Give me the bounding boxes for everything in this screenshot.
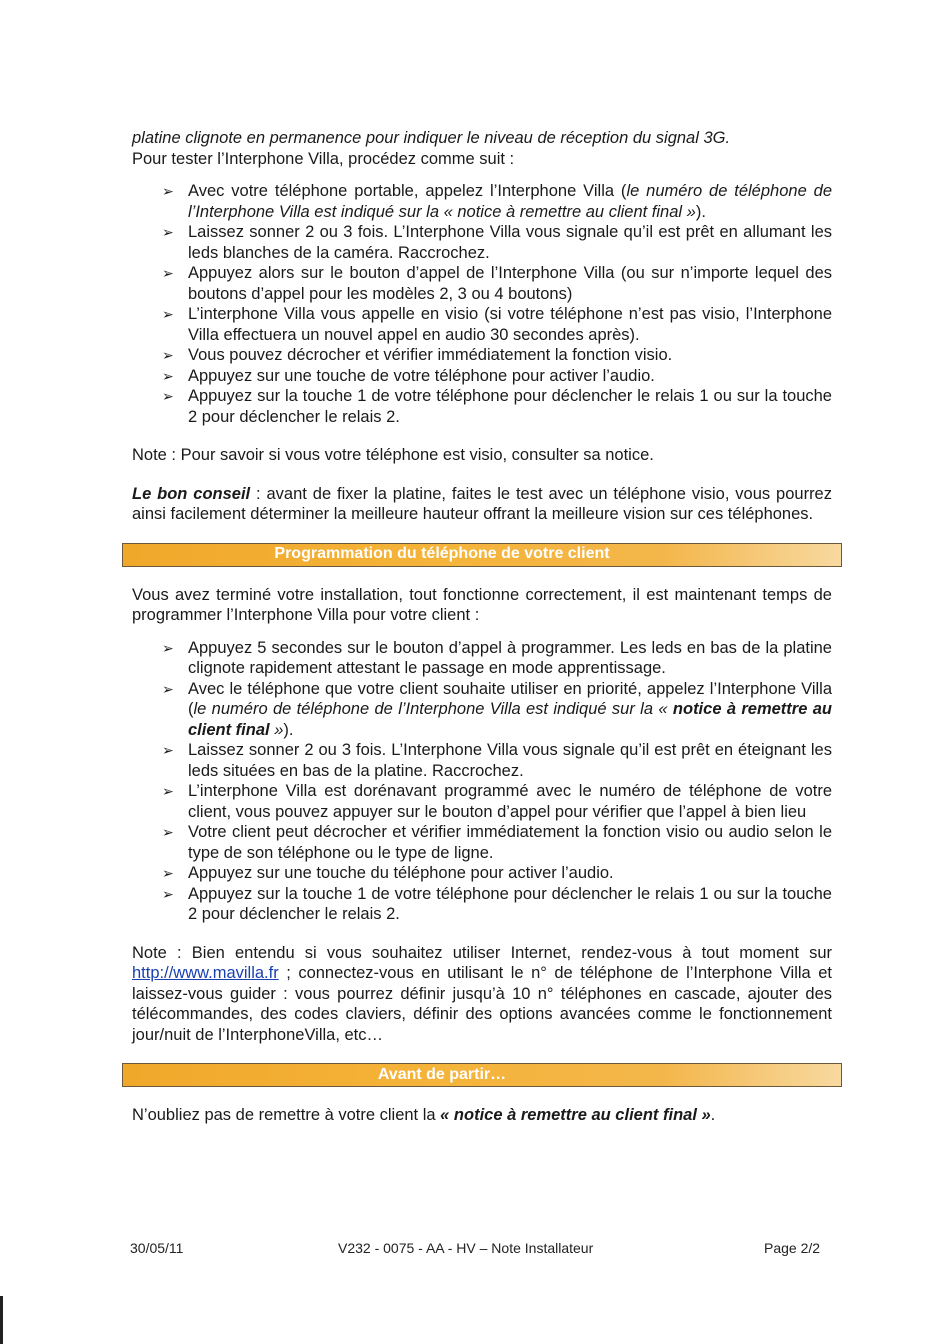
test-steps-list — [132, 181, 832, 427]
arrow-bullet-icon: ➢ — [162, 742, 174, 758]
list-item: ➢ Appuyez alors sur le bouton d’appel de l’Interphone Villa (ou sur n’importe lequel des boutons d’appel pour les modèles 2, 3 ou 4 boutons) — [162, 264, 832, 303]
programming-steps-list — [132, 638, 832, 925]
arrow-bullet-icon: ➢ — [162, 639, 174, 656]
page-content — [132, 128, 832, 1126]
list-item: ➢ Laissez sonner 2 ou 3 fois. L’Interphone Villa vous signale qu’il est prêt en éteignant les leds situées en bas de la platine. Raccrochez. — [162, 741, 832, 780]
arrow-bullet-icon: ➢ — [162, 783, 174, 799]
arrow-bullet-icon: ➢ — [162, 224, 174, 240]
arrow-bullet-icon: ➢ — [162, 680, 174, 697]
section-banner-title: Avant de partir… — [377, 1065, 507, 1083]
arrow-bullet-icon: ➢ — [162, 885, 174, 902]
arrow-bullet-icon: ➢ — [162, 388, 174, 404]
footer-page-number: Page 2/2 — [764, 1240, 821, 1256]
advice-text: : avant de fixer la platine, faites le test avec un téléphone visio, vous pourrez ainsi facilement déterminer la meilleure hauteur offrant la meilleure vision sur ces téléphones. — [132, 484, 832, 523]
intro-paragraph — [132, 128, 832, 169]
arrow-bullet-icon: ➢ — [162, 865, 174, 881]
list-item: ➢ Avec votre téléphone portable, appelez l’Interphone Villa (le numéro de téléphone de l’Interphone Villa est indiqué sur la « notice à remettre au client final »). — [162, 182, 832, 221]
scan-edge-mark — [0, 1296, 3, 1344]
arrow-bullet-icon: ➢ — [162, 183, 174, 199]
footer-reference: V232 - 0075 - AA - HV – Note Installateur — [338, 1240, 594, 1256]
final-reminder: N’oubliez pas de remettre à votre client la « notice à remettre au client final ». — [132, 1106, 716, 1124]
section-banner-before-leaving — [122, 1063, 842, 1087]
list-item: ➢ Appuyez sur une touche de votre téléphone pour activer l’audio. — [162, 366, 655, 385]
list-item: ➢ Vous pouvez décrocher et vérifier immédiatement la fonction visio. — [162, 346, 673, 364]
arrow-bullet-icon: ➢ — [162, 824, 174, 840]
arrow-bullet-icon: ➢ — [162, 347, 174, 363]
mavilla-link[interactable]: http://www.mavilla.fr — [132, 964, 279, 982]
programming-intro: Vous avez terminé votre installation, tout fonctionne correctement, il est maintenant temps de programmer l’Interphone Villa pour votre client : — [132, 585, 832, 624]
visio-note: Note : Pour savoir si vous votre téléphone est visio, consulter sa notice. — [132, 446, 654, 464]
list-item: ➢ L’interphone Villa vous appelle en visio (si votre téléphone n’est pas visio, l’Interphone Villa effectuera un nouvel appel en audio 30 secondes après). — [162, 305, 832, 344]
list-item: ➢ Laissez sonner 2 ou 3 fois. L’Interphone Villa vous signale qu’il est prêt en allumant les leds blanches de la caméra. Raccrochez. — [162, 223, 832, 262]
list-item: ➢ Votre client peut décrocher et vérifier immédiatement la fonction visio ou audio selon le type de son téléphone ou le type de ligne. — [162, 823, 832, 862]
section-banner-programming — [122, 543, 842, 567]
list-item: ➢ Appuyez sur la touche 1 de votre téléphone pour déclencher le relais 1 ou sur la touche 2 pour déclencher le relais 2. — [162, 884, 832, 923]
list-item: ➢ Appuyez sur une touche du téléphone pour activer l’audio. — [162, 864, 614, 882]
advice-label: Le bon conseil — [132, 484, 251, 503]
intro-line-2: Pour tester l’Interphone Villa, procédez comme suit : — [132, 149, 515, 168]
arrow-bullet-icon: ➢ — [162, 367, 174, 384]
advice-paragraph — [132, 484, 832, 525]
list-item: ➢ L’interphone Villa est dorénavant programmé avec le numéro de téléphone de votre client, vous pouvez appuyer sur le bouton d’appel pour vérifier que l’appel à bien lieu — [162, 782, 832, 821]
section-banner-title: Programmation du téléphone de votre client — [274, 545, 610, 563]
list-item: ➢ Avec le téléphone que votre client souhaite utiliser en priorité, appelez l’Interphone Villa (le numéro de téléphone de l’Interphone Villa est indiqué sur la « notice à remettre au client final »). — [162, 679, 832, 739]
footer-date: 30/05/11 — [130, 1240, 184, 1256]
intro-line-1: platine clignote en permanence pour indiquer le niveau de réception du signal 3G. — [132, 129, 731, 147]
arrow-bullet-icon: ➢ — [162, 265, 174, 281]
internet-note: Note : Bien entendu si vous souhaitez utiliser Internet, rendez-vous à tout moment sur http://www.mavilla.fr ; connectez-vous en utilisant le n° de téléphone de l’Interphone Villa et laissez-vous guider : vous pourrez définir jusqu’à 10 n° téléphones en cascade, ajouter des télécommandes, des codes claviers, définir des options avancées comme le fonctionnement jour/nuit de l’InterphoneVilla, etc… — [132, 943, 832, 1044]
list-item: ➢ Appuyez 5 secondes sur le bouton d’appel à programmer. Les leds en bas de la platine clignote rapidement attestant le passage en mode apprentissage. — [162, 638, 832, 677]
list-item: ➢ Appuyez sur la touche 1 de votre téléphone pour déclencher le relais 1 ou sur la touche 2 pour déclencher le relais 2. — [162, 387, 832, 426]
arrow-bullet-icon: ➢ — [162, 306, 174, 322]
